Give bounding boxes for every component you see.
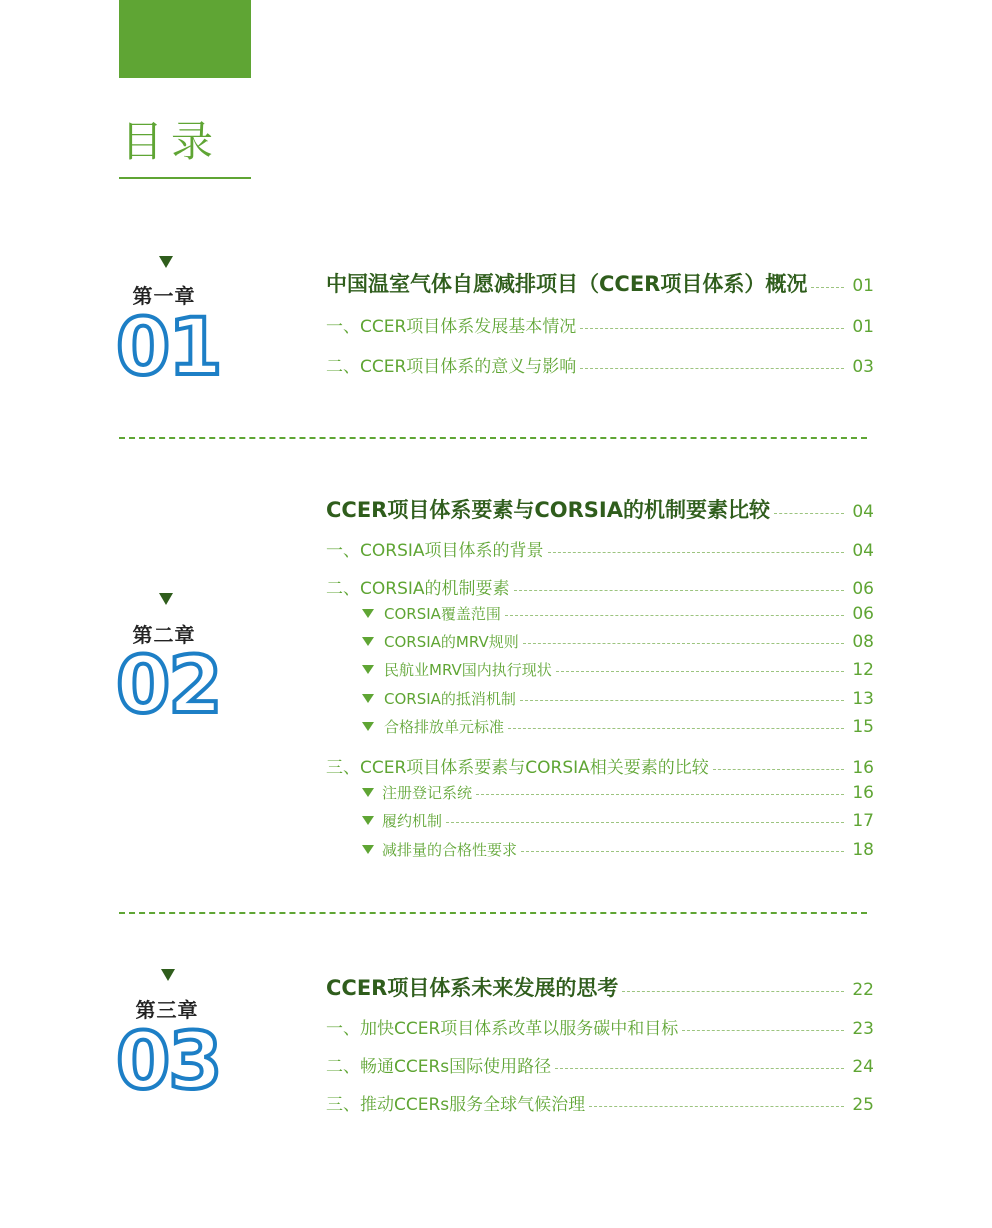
- page-number: 24: [852, 1057, 874, 1077]
- entry-text: 注册登记系统: [382, 784, 473, 802]
- entry-text: 中国温室气体自愿减排项目（CCER项目体系）概况: [326, 272, 808, 296]
- toc-entry-ch2-title[interactable]: [326, 494, 874, 524]
- leader-dots: [548, 552, 845, 553]
- chapter-2-number: 02: [116, 641, 221, 731]
- leader-dots: [514, 590, 845, 591]
- bullet-triangle-icon: [362, 609, 374, 618]
- leader-dots: [622, 991, 844, 992]
- leader-dots: [682, 1030, 844, 1031]
- leader-dots: [811, 287, 844, 288]
- entry-text: 合格排放单元标准: [384, 718, 505, 736]
- toc-entry-ch2-i3[interactable]: [362, 659, 874, 680]
- toc-entry-ch3-title[interactable]: [326, 972, 874, 1002]
- entry-text: CCER项目体系要素与CORSIA的机制要素比较: [326, 498, 770, 522]
- header-color-block: [119, 0, 251, 78]
- entry-text: 三、推动CCERs服务全球气候治理: [326, 1095, 586, 1115]
- leader-dots: [713, 769, 844, 770]
- page-number: 06: [852, 579, 874, 599]
- chapter-2-arrow-icon: [159, 593, 173, 605]
- page-number: 01: [852, 276, 874, 296]
- entry-text: 二、畅通CCERs国际使用路径: [326, 1057, 552, 1077]
- entry-text: 一、加快CCER项目体系改革以服务碳中和目标: [326, 1019, 679, 1039]
- page-number: 03: [852, 357, 874, 377]
- toc-entry-ch2-i7[interactable]: [362, 810, 874, 831]
- toc-entry-ch3-s2[interactable]: [326, 1052, 874, 1077]
- toc-entry-ch3-s3[interactable]: [326, 1090, 874, 1115]
- leader-dots: [508, 728, 844, 729]
- page-number: 17: [852, 811, 874, 831]
- entry-text: CORSIA的抵消机制: [384, 690, 516, 708]
- leader-dots: [505, 615, 844, 616]
- toc-entry-ch2-i5[interactable]: [362, 716, 874, 737]
- entry-text: CORSIA覆盖范围: [384, 605, 501, 623]
- toc-entry-ch2-s1[interactable]: [326, 536, 874, 561]
- chapter-3-label: 第三章: [135, 998, 199, 1022]
- bullet-triangle-icon: [362, 816, 374, 825]
- page-number: 04: [852, 502, 874, 522]
- leader-dots: [520, 700, 844, 701]
- entry-text: 一、CCER项目体系发展基本情况: [326, 317, 577, 337]
- leader-dots: [523, 643, 844, 644]
- leader-dots: [580, 368, 844, 369]
- page-number: 22: [852, 980, 874, 1000]
- title-underline: [119, 177, 251, 179]
- toc-entry-ch2-i1[interactable]: [362, 603, 874, 624]
- toc-entry-ch2-s3[interactable]: [326, 753, 874, 778]
- toc-entry-ch2-s2[interactable]: [326, 574, 874, 599]
- page-number: 25: [852, 1095, 874, 1115]
- toc-entry-ch1-s1[interactable]: [326, 312, 874, 337]
- leader-dots: [555, 1068, 844, 1069]
- chapter-3-number: 03: [116, 1017, 221, 1107]
- toc-entry-ch2-i4[interactable]: [362, 688, 874, 709]
- page-number: 13: [852, 689, 874, 709]
- page-title: 目录: [121, 117, 222, 166]
- page-number: 08: [852, 632, 874, 652]
- leader-dots: [556, 671, 844, 672]
- bullet-triangle-icon: [362, 637, 374, 646]
- entry-text: 二、CCER项目体系的意义与影响: [326, 357, 577, 377]
- leader-dots: [446, 822, 844, 823]
- leader-dots: [476, 794, 844, 795]
- entry-text: 减排量的合格性要求: [382, 841, 518, 859]
- page-number: 01: [852, 317, 874, 337]
- chapter-divider: [119, 437, 867, 439]
- page-number: 23: [852, 1019, 874, 1039]
- bullet-triangle-icon: [362, 788, 374, 797]
- leader-dots: [521, 851, 844, 852]
- page-number: 12: [852, 660, 874, 680]
- leader-dots: [774, 513, 844, 514]
- toc-entry-ch2-i8[interactable]: [362, 839, 874, 860]
- bullet-triangle-icon: [362, 694, 374, 703]
- chapter-1-arrow-icon: [159, 256, 173, 268]
- toc-entry-ch2-i2[interactable]: [362, 631, 874, 652]
- toc-entry-ch2-i6[interactable]: [362, 782, 874, 803]
- chapter-divider: [119, 912, 867, 914]
- leader-dots: [580, 328, 844, 329]
- toc-entry-ch1-s2[interactable]: [326, 352, 874, 377]
- page-number: 16: [852, 758, 874, 778]
- entry-text: 一、CORSIA项目体系的背景: [326, 541, 544, 561]
- bullet-triangle-icon: [362, 722, 374, 731]
- entry-text: 三、CCER项目体系要素与CORSIA相关要素的比较: [326, 758, 709, 778]
- page-number: 16: [852, 783, 874, 803]
- bullet-triangle-icon: [362, 665, 374, 674]
- entry-text: CCER项目体系未来发展的思考: [326, 976, 619, 1000]
- chapter-2-label: 第二章: [132, 623, 196, 647]
- entry-text: 二、CORSIA的机制要素: [326, 579, 510, 599]
- entry-text: CORSIA的MRV规则: [384, 633, 519, 651]
- page-number: 15: [852, 717, 874, 737]
- page-number: 06: [852, 604, 874, 624]
- leader-dots: [589, 1106, 844, 1107]
- chapter-1-number: 01: [116, 303, 221, 393]
- chapter-3-arrow-icon: [161, 969, 175, 981]
- chapter-1-label: 第一章: [132, 284, 196, 308]
- bullet-triangle-icon: [362, 845, 374, 854]
- page-number: 18: [852, 840, 874, 860]
- entry-text: 履约机制: [382, 812, 443, 830]
- entry-text: 民航业MRV国内执行现状: [384, 661, 552, 679]
- toc-entry-ch3-s1[interactable]: [326, 1014, 874, 1039]
- page-number: 04: [852, 541, 874, 561]
- toc-entry-ch1-title[interactable]: [326, 268, 874, 298]
